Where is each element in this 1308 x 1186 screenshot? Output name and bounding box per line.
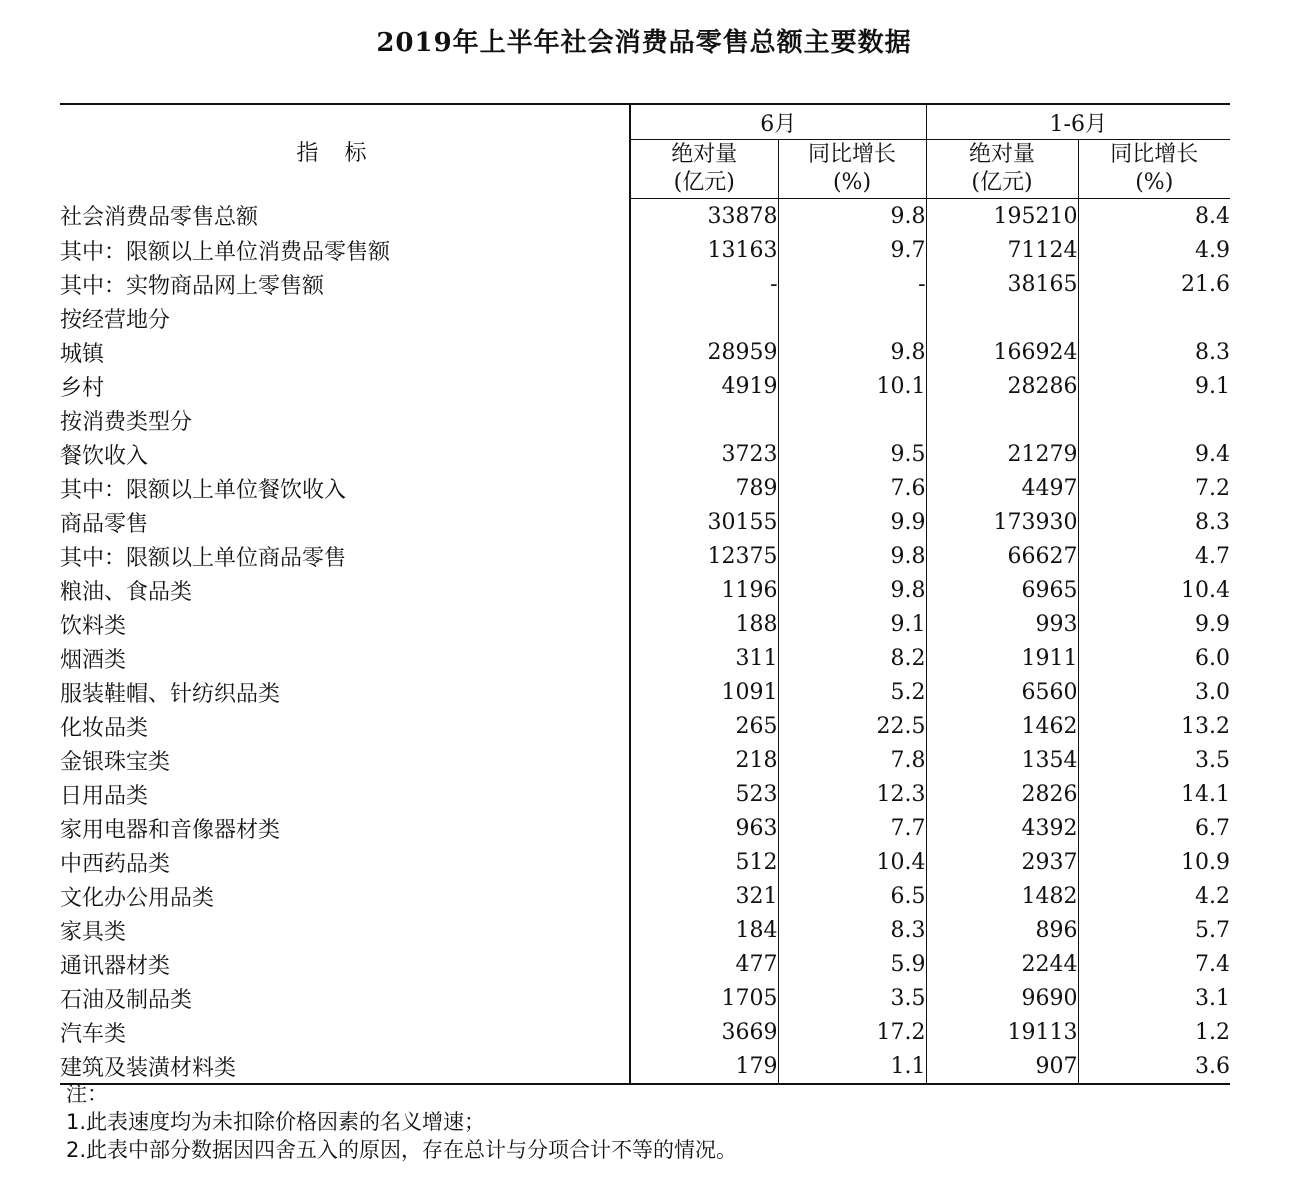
- june-yoy-cell: 9.7: [778, 233, 926, 267]
- row-label: 通讯器材类: [60, 953, 171, 979]
- jan-jun-abs-cell: 2244: [926, 947, 1078, 981]
- table-row: [60, 743, 1230, 777]
- june-abs-cell: 3723: [630, 437, 778, 471]
- jan-jun-abs-cell: 4497: [926, 471, 1078, 505]
- retail-sales-table: [60, 103, 1230, 1085]
- jan-jun-abs-cell: 28286: [926, 369, 1078, 403]
- june-yoy-cell: 8.2: [778, 641, 926, 675]
- jan-jun-yoy-cell: [1078, 403, 1230, 437]
- table-row: [60, 845, 1230, 879]
- june-yoy-cell: [778, 403, 926, 437]
- table-row: [60, 335, 1230, 369]
- june-abs-cell: 1091: [630, 675, 778, 709]
- table-row: [60, 573, 1230, 607]
- june-yoy-cell: 9.8: [778, 199, 926, 234]
- june-abs-cell: [630, 403, 778, 437]
- yoy-unit: (%): [832, 170, 872, 195]
- june-abs-cell: -: [630, 267, 778, 301]
- table-row: [60, 811, 1230, 845]
- page-title: 2019年上半年社会消费品零售总额主要数据: [376, 28, 912, 58]
- jan-jun-yoy-cell: 14.1: [1078, 777, 1230, 811]
- row-label: 其中：限额以上单位商品零售: [60, 545, 347, 571]
- row-label: 中西药品类: [60, 851, 171, 877]
- jan-jun-abs-cell: 2826: [926, 777, 1078, 811]
- table-row: [60, 607, 1230, 641]
- jan-jun-yoy-cell: 6.7: [1078, 811, 1230, 845]
- june-abs-header: [630, 140, 778, 199]
- abs-label: 绝对量: [968, 142, 1035, 167]
- june-abs-cell: 3669: [630, 1015, 778, 1049]
- table-row: [60, 913, 1230, 947]
- jan-jun-abs-cell: 66627: [926, 539, 1078, 573]
- jan-jun-group-header: 1-6月: [926, 104, 1230, 140]
- row-label: 其中：实物商品网上零售额: [60, 273, 325, 299]
- jan-jun-abs-cell: 19113: [926, 1015, 1078, 1049]
- jan-jun-yoy-cell: 4.2: [1078, 879, 1230, 913]
- row-label: 饮料类: [60, 613, 127, 639]
- table-row: [60, 301, 1230, 335]
- jan-jun-abs-cell: 38165: [926, 267, 1078, 301]
- jan-jun-yoy-header: [1078, 140, 1230, 199]
- row-label: 化妆品类: [60, 715, 149, 741]
- yoy-label: 同比增长: [807, 142, 896, 167]
- june-yoy-cell: 7.7: [778, 811, 926, 845]
- june-abs-cell: 218: [630, 743, 778, 777]
- table-row: [60, 539, 1230, 573]
- june-abs-cell: 477: [630, 947, 778, 981]
- jan-jun-abs-cell: 6965: [926, 573, 1078, 607]
- row-label: 餐饮收入: [60, 443, 149, 469]
- june-yoy-cell: 9.5: [778, 437, 926, 471]
- jan-jun-abs-cell: 1462: [926, 709, 1078, 743]
- june-yoy-cell: [778, 301, 926, 335]
- row-label: 日用品类: [60, 783, 149, 809]
- june-abs-cell: 321: [630, 879, 778, 913]
- jan-jun-yoy-cell: 9.1: [1078, 369, 1230, 403]
- june-abs-cell: 12375: [630, 539, 778, 573]
- june-yoy-cell: 3.5: [778, 981, 926, 1015]
- row-label: 乡村: [60, 375, 105, 401]
- table-row: [60, 471, 1230, 505]
- june-abs-cell: 311: [630, 641, 778, 675]
- row-label: 金银珠宝类: [60, 749, 171, 775]
- june-abs-cell: 30155: [630, 505, 778, 539]
- note-line: 1.此表速度均为未扣除价格因素的名义增速；: [66, 1110, 486, 1134]
- june-abs-cell: 1705: [630, 981, 778, 1015]
- table-row: [60, 1015, 1230, 1049]
- row-label: 家用电器和音像器材类: [60, 817, 281, 843]
- table-row: [60, 777, 1230, 811]
- jan-jun-abs-cell: [926, 301, 1078, 335]
- jan-jun-yoy-cell: 3.5: [1078, 743, 1230, 777]
- abs-label: 绝对量: [671, 142, 738, 167]
- abs-unit: (亿元): [673, 170, 735, 195]
- jan-jun-yoy-cell: 1.2: [1078, 1015, 1230, 1049]
- row-label: 烟酒类: [60, 647, 127, 673]
- jan-jun-yoy-cell: 3.6: [1078, 1049, 1230, 1084]
- table-row: [60, 233, 1230, 267]
- june-abs-cell: 28959: [630, 335, 778, 369]
- table-body: [60, 199, 1230, 1085]
- jan-jun-yoy-cell: 10.9: [1078, 845, 1230, 879]
- jan-jun-yoy-cell: 4.7: [1078, 539, 1230, 573]
- june-yoy-cell: 22.5: [778, 709, 926, 743]
- june-yoy-cell: 6.5: [778, 879, 926, 913]
- june-yoy-cell: 9.8: [778, 335, 926, 369]
- june-group-header: 6月: [630, 104, 926, 140]
- row-label: 服装鞋帽、针纺织品类: [60, 681, 281, 707]
- note-line: 2.此表中部分数据因四舍五入的原因，存在总计与分项合计不等的情况。: [66, 1138, 738, 1162]
- jan-jun-yoy-cell: 21.6: [1078, 267, 1230, 301]
- notes: [66, 1080, 737, 1164]
- row-label: 汽车类: [60, 1021, 127, 1047]
- june-abs-cell: 33878: [630, 199, 778, 234]
- june-yoy-cell: 9.8: [778, 573, 926, 607]
- june-yoy-header: [778, 140, 926, 199]
- jan-jun-abs-cell: 173930: [926, 505, 1078, 539]
- june-yoy-cell: 12.3: [778, 777, 926, 811]
- row-label: 粮油、食品类: [60, 579, 193, 605]
- table-row: [60, 505, 1230, 539]
- jan-jun-yoy-cell: 6.0: [1078, 641, 1230, 675]
- jan-jun-yoy-cell: [1078, 301, 1230, 335]
- jan-jun-abs-cell: 1482: [926, 879, 1078, 913]
- table-row: [60, 437, 1230, 471]
- row-label: 家具类: [60, 919, 127, 945]
- june-yoy-cell: 7.8: [778, 743, 926, 777]
- june-yoy-cell: 1.1: [778, 1049, 926, 1084]
- jan-jun-yoy-cell: 4.9: [1078, 233, 1230, 267]
- jan-jun-abs-header: [926, 140, 1078, 199]
- row-label: 其中：限额以上单位餐饮收入: [60, 477, 347, 503]
- june-abs-cell: 1196: [630, 573, 778, 607]
- jan-jun-yoy-cell: 7.4: [1078, 947, 1230, 981]
- jan-jun-yoy-cell: 8.4: [1078, 199, 1230, 234]
- june-abs-cell: 512: [630, 845, 778, 879]
- jan-jun-yoy-cell: 3.0: [1078, 675, 1230, 709]
- table-row: [60, 981, 1230, 1015]
- june-yoy-cell: 5.9: [778, 947, 926, 981]
- june-yoy-cell: 17.2: [778, 1015, 926, 1049]
- june-abs-cell: [630, 301, 778, 335]
- row-label: 石油及制品类: [60, 987, 193, 1013]
- notes-heading: 注：: [66, 1082, 108, 1106]
- row-label: 城镇: [60, 341, 105, 367]
- jan-jun-abs-cell: 9690: [926, 981, 1078, 1015]
- jan-jun-abs-cell: 993: [926, 607, 1078, 641]
- jan-jun-abs-cell: [926, 403, 1078, 437]
- table-row: [60, 709, 1230, 743]
- row-label: 商品零售: [60, 511, 149, 537]
- row-label: 按经营地分: [60, 307, 171, 333]
- june-yoy-cell: 10.1: [778, 369, 926, 403]
- jan-jun-abs-cell: 4392: [926, 811, 1078, 845]
- jan-jun-yoy-cell: 10.4: [1078, 573, 1230, 607]
- june-yoy-cell: 7.6: [778, 471, 926, 505]
- june-yoy-cell: 9.8: [778, 539, 926, 573]
- jan-jun-abs-cell: 6560: [926, 675, 1078, 709]
- yoy-unit: (%): [1135, 170, 1174, 195]
- indicator-header: 指标: [296, 141, 393, 167]
- june-abs-cell: 179: [630, 1049, 778, 1084]
- abs-unit: (亿元): [971, 170, 1033, 195]
- june-yoy-cell: 5.2: [778, 675, 926, 709]
- june-abs-cell: 963: [630, 811, 778, 845]
- june-yoy-cell: 9.9: [778, 505, 926, 539]
- jan-jun-abs-cell: 2937: [926, 845, 1078, 879]
- table-header: [60, 104, 1230, 199]
- june-yoy-cell: -: [778, 267, 926, 301]
- june-yoy-cell: 9.1: [778, 607, 926, 641]
- table-row: [60, 369, 1230, 403]
- june-abs-cell: 523: [630, 777, 778, 811]
- jan-jun-abs-cell: 907: [926, 1049, 1078, 1084]
- row-label: 按消费类型分: [60, 409, 193, 435]
- jan-jun-yoy-cell: 9.4: [1078, 437, 1230, 471]
- table-row: [60, 879, 1230, 913]
- table-row: [60, 267, 1230, 301]
- row-label: 建筑及装潢材料类: [60, 1049, 630, 1084]
- june-abs-cell: 4919: [630, 369, 778, 403]
- row-label: 文化办公用品类: [60, 885, 215, 911]
- june-yoy-cell: 8.3: [778, 913, 926, 947]
- table-row: [60, 1049, 1230, 1084]
- june-abs-cell: 184: [630, 913, 778, 947]
- jan-jun-abs-cell: 1911: [926, 641, 1078, 675]
- jan-jun-abs-cell: 195210: [926, 199, 1078, 234]
- table-row: [60, 403, 1230, 437]
- row-label: 社会消费品零售总额: [60, 205, 259, 231]
- jan-jun-abs-cell: 1354: [926, 743, 1078, 777]
- june-abs-cell: 13163: [630, 233, 778, 267]
- jan-jun-yoy-cell: 8.3: [1078, 505, 1230, 539]
- jan-jun-abs-cell: 896: [926, 913, 1078, 947]
- june-yoy-cell: 10.4: [778, 845, 926, 879]
- table-row: [60, 675, 1230, 709]
- jan-jun-yoy-cell: 7.2: [1078, 471, 1230, 505]
- june-abs-cell: 789: [630, 471, 778, 505]
- jan-jun-abs-cell: 21279: [926, 437, 1078, 471]
- jan-jun-yoy-cell: 13.2: [1078, 709, 1230, 743]
- jan-jun-yoy-cell: 5.7: [1078, 913, 1230, 947]
- june-abs-cell: 188: [630, 607, 778, 641]
- jan-jun-yoy-cell: 9.9: [1078, 607, 1230, 641]
- yoy-label: 同比增长: [1110, 142, 1199, 167]
- table-row: [60, 947, 1230, 981]
- row-label: 其中：限额以上单位消费品零售额: [60, 239, 391, 265]
- table-row: [60, 641, 1230, 675]
- jan-jun-abs-cell: 166924: [926, 335, 1078, 369]
- table-row: [60, 199, 1230, 234]
- jan-jun-yoy-cell: 3.1: [1078, 981, 1230, 1015]
- jan-jun-abs-cell: 71124: [926, 233, 1078, 267]
- june-abs-cell: 265: [630, 709, 778, 743]
- jan-jun-yoy-cell: 8.3: [1078, 335, 1230, 369]
